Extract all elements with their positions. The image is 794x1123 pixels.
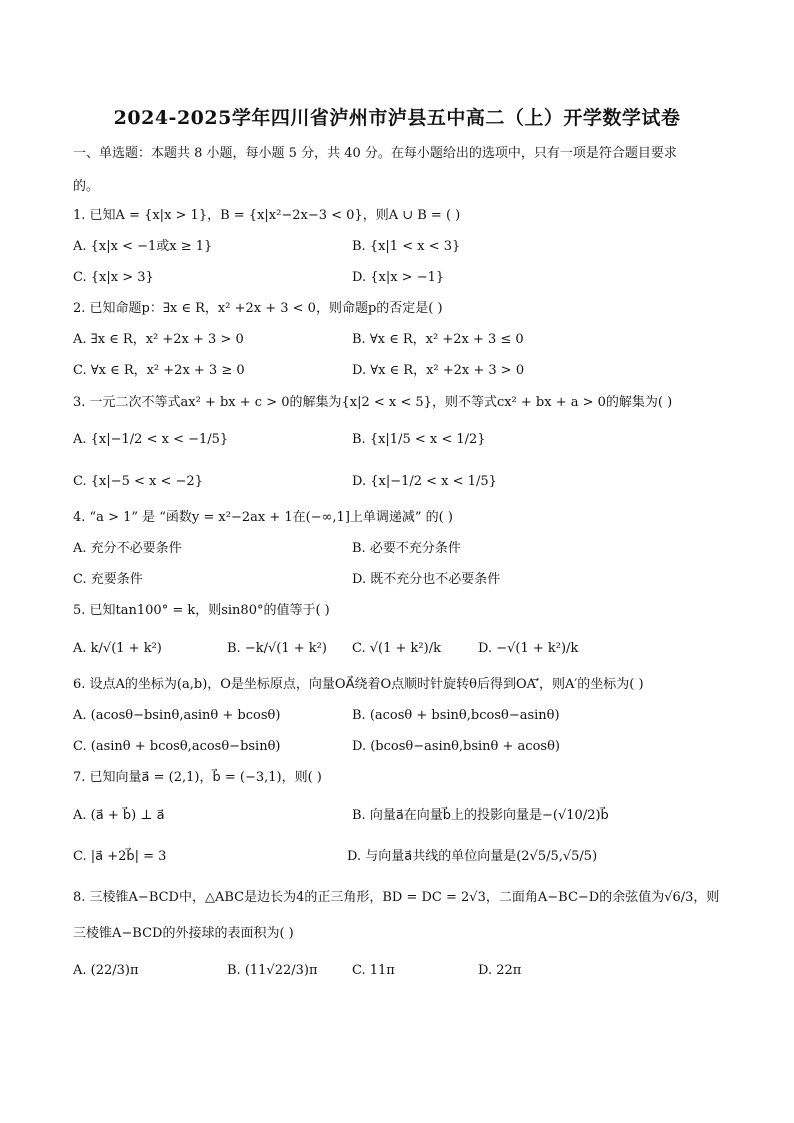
question-5-stem: 5. 已知tan100° = k，则sin80°的值等于( )	[73, 603, 330, 618]
section-instructions-line1: 一、单选题：本题共 8 小题，每小题 5 分，共 40 分。在每小题给出的选项中，只有一项是符合题目要求	[73, 146, 677, 161]
question-7-option-a: A. (a⃗ + b⃗) ⊥ a⃗	[73, 808, 165, 823]
question-4-option-d: D. 既不充分也不必要条件	[352, 572, 501, 587]
question-6-option-d: D. (bcosθ−asinθ,bsinθ + acosθ)	[352, 739, 560, 754]
question-8-option-b: B. (11√22/3)π	[227, 963, 318, 978]
question-7-option-b: B. 向量a⃗在向量b⃗上的投影向量是−(√10/2)b⃗	[352, 808, 609, 823]
question-4-option-b: B. 必要不充分条件	[352, 541, 461, 556]
question-5-option-d: D. −√(1 + k²)/k	[478, 641, 579, 656]
question-7-option-d: D. 与向量a⃗共线的单位向量是(2√5/5,√5/5)	[347, 849, 598, 864]
question-2-stem: 2. 已知命题p：∃x ∈ R，x² +2x + 3 < 0，则命题p的否定是( )	[73, 301, 443, 316]
question-3-option-c: C. {x|−5 < x < −2}	[73, 474, 203, 489]
section-instructions-line2: 的。	[73, 179, 100, 194]
question-4-option-c: C. 充要条件	[73, 572, 143, 587]
question-3-option-a: A. {x|−1/2 < x < −1/5}	[73, 432, 229, 447]
question-3-option-d: D. {x|−1/2 < x < 1/5}	[352, 474, 497, 489]
question-2-option-d: D. ∀x ∈ R，x² +2x + 3 > 0	[352, 363, 525, 378]
question-7-stem: 7. 已知向量a⃗ = (2,1)，b⃗ = (−3,1)，则( )	[73, 770, 322, 785]
question-2-option-c: C. ∀x ∈ R，x² +2x + 3 ≥ 0	[73, 363, 245, 378]
question-2-option-a: A. ∃x ∈ R，x² +2x + 3 > 0	[73, 332, 244, 347]
question-1-stem: 1. 已知A = {x|x > 1}，B = {x|x²−2x−3 < 0}，则A ∪ B = ( )	[73, 208, 461, 223]
question-6-stem: 6. 设点A的坐标为(a,b)，O是坐标原点，向量OA⃗绕着O点顺时针旋转θ后得到OA′⃗，则A′的坐标为( )	[73, 677, 644, 692]
question-6-option-a: A. (acosθ−bsinθ,asinθ + bcosθ)	[73, 708, 281, 723]
question-1-option-d: D. {x|x > −1}	[352, 270, 445, 285]
question-5-option-b: B. −k/√(1 + k²)	[227, 641, 327, 656]
question-1-option-a: A. {x|x < −1或x ≥ 1}	[73, 239, 213, 254]
question-4-option-a: A. 充分不必要条件	[73, 541, 182, 556]
exam-title: 2024-2025学年四川省泸州市泸县五中高二（上）开学数学试卷	[113, 107, 681, 129]
question-3-option-b: B. {x|1/5 < x < 1/2}	[352, 432, 486, 447]
question-6-option-b: B. (acosθ + bsinθ,bcosθ−asinθ)	[352, 708, 560, 723]
question-5-option-c: C. √(1 + k²)/k	[352, 641, 441, 656]
question-8-option-d: D. 22π	[478, 963, 522, 978]
question-8-option-a: A. (22/3)π	[73, 963, 139, 978]
question-4-stem: 4. “a > 1” 是 “函数y = x²−2ax + 1在(−∞,1]上单调递减” 的( )	[73, 510, 453, 525]
question-1-option-c: C. {x|x > 3}	[73, 270, 154, 285]
question-2-option-b: B. ∀x ∈ R，x² +2x + 3 ≤ 0	[352, 332, 524, 347]
question-5-option-a: A. k/√(1 + k²)	[73, 641, 162, 656]
question-8-stem-continued: 三棱锥A−BCD的外接球的表面积为( )	[73, 926, 294, 941]
question-7-option-c: C. |a⃗ +2b⃗| = 3	[73, 849, 167, 864]
question-6-option-c: C. (asinθ + bcosθ,acosθ−bsinθ)	[73, 739, 281, 754]
question-1-option-b: B. {x|1 < x < 3}	[352, 239, 461, 254]
question-3-stem: 3. 一元二次不等式ax² + bx + c > 0的解集为{x|2 < x < 5}，则不等式cx² + bx + a > 0的解集为( )	[73, 395, 673, 410]
question-8-stem: 8. 三棱锥A−BCD中，△ABC是边长为4的正三角形，BD = DC = 2√3，二面角A−BC−D的余弦值为√6/3，则	[73, 890, 720, 905]
question-8-option-c: C. 11π	[352, 963, 395, 978]
